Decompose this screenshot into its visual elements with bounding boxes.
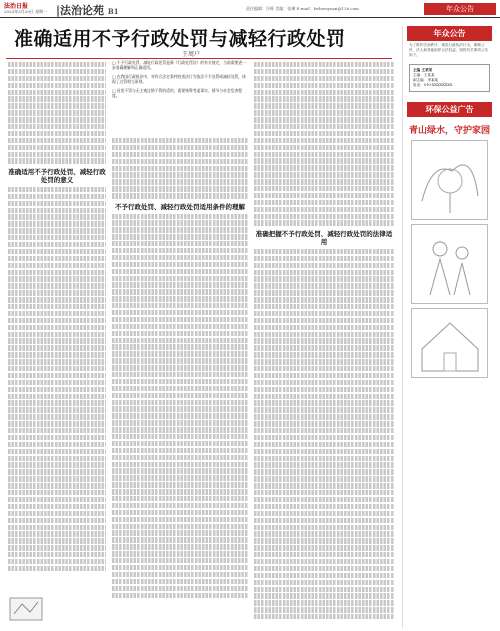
paper-logo: 法治日报 <box>4 3 29 10</box>
sidebar <box>402 26 496 628</box>
intro-bullet: □ 不予行政处罚、减轻行政处罚是新《行政处罚法》的有关规定，当前需要进一步准确理解和正确适用。 <box>112 60 246 71</box>
column-label: |法治论苑 <box>56 4 105 17</box>
card-line: 副主编：李某某 <box>413 78 439 82</box>
card-line: 主编：王某某 <box>413 73 435 77</box>
article-byline: 王周户 <box>182 51 201 58</box>
body-text <box>112 138 248 199</box>
section-pill: 年众公告 <box>424 3 496 15</box>
ad-section-title: 环保公益广告 <box>407 102 492 117</box>
body-text <box>112 214 248 598</box>
body-text <box>8 187 106 571</box>
footer-logo <box>6 594 46 626</box>
section-heading-2: 不予行政处罚、减轻行政处罚适用条件的理解 <box>115 202 245 211</box>
illustration-3 <box>411 308 488 378</box>
illustration-1 <box>411 140 488 220</box>
column-name <box>56 2 119 18</box>
body-text <box>254 249 394 620</box>
column-3 <box>254 62 394 621</box>
newspaper-logo-icon <box>6 594 46 626</box>
intro-bullets <box>112 60 248 98</box>
family-sketch-icon <box>412 225 488 303</box>
column-2 <box>112 138 248 599</box>
issue-date: 2023年3月29日 星期一 <box>4 9 48 14</box>
illustration-2 <box>411 224 488 304</box>
article-title: 准确适用不予行政处罚与减轻行政处罚 <box>14 28 346 50</box>
editor-credits: 责任编辑：冷辉 美编：张琳 E-mail：fzrbwuyuan@126.com <box>246 6 359 11</box>
intro-bullet: □ 首违不罚与无主观过错不罚的适用，需要统筹考虑事实、情节与社会危害程度。 <box>112 87 243 99</box>
masthead <box>0 0 500 18</box>
page-number: B1 <box>107 7 119 16</box>
title-rule <box>6 58 392 59</box>
section-heading-3: 准确把握不予行政处罚、减轻行政处罚的法律适用 <box>255 229 393 246</box>
tree-sketch-icon <box>412 141 488 219</box>
card-title: 主编 王某某 <box>413 68 433 72</box>
sidebar-section-title: 年众公告 <box>407 26 492 41</box>
section-heading-1: 准确适用不予行政处罚、减轻行政处罚的意义 <box>8 167 106 184</box>
editor-card <box>409 64 490 92</box>
column-1 <box>8 62 106 573</box>
ad-slogan: 青山绿水，守护家园 <box>408 126 490 136</box>
body-text <box>254 62 394 226</box>
body-text <box>8 62 106 164</box>
notice-text: 为了维护法治秩序，规范行政执法行为，保障公民、法人和其他组织合法权益，现将有关事项公告如下。 <box>409 43 489 57</box>
house-sketch-icon <box>412 309 488 377</box>
intro-bullet: □ 在我国行政执法中，对符合法定条件的违法行为依法不予处罚或减轻处罚，体现了过罚相当原则。 <box>112 73 246 85</box>
card-line: 电话：010-XXXXXXXX <box>413 83 453 87</box>
